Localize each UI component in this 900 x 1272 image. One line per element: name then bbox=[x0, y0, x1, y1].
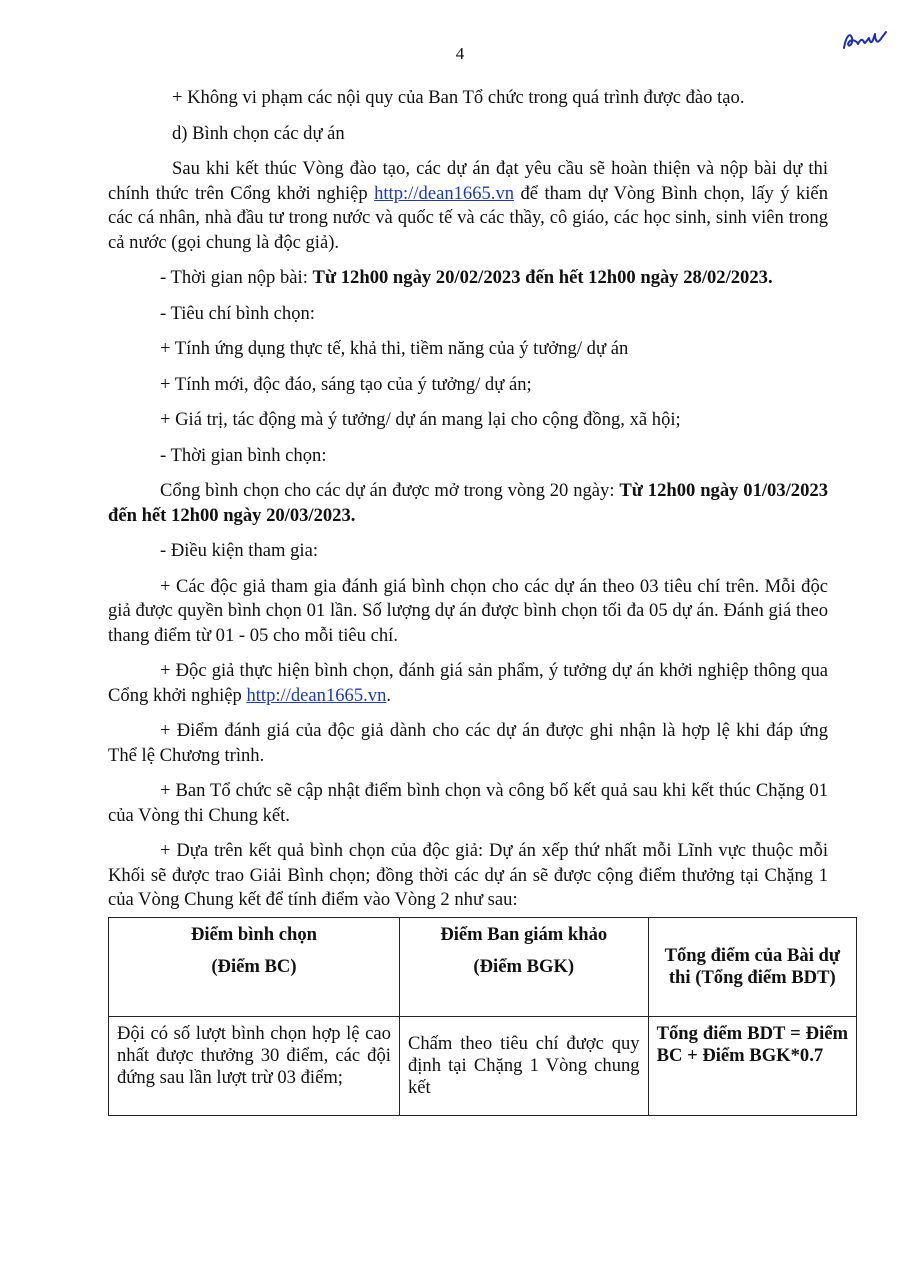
header-cell-bc: Điểm bình chọn (Điểm BC) bbox=[109, 917, 400, 1016]
paragraph-submission-time: - Thời gian nộp bài: Từ 12h00 ngày 20/02/2023 đến hết 12h00 ngày 28/02/2023. bbox=[160, 267, 773, 288]
paragraph-conditions-title: - Điều kiện tham gia: bbox=[160, 540, 319, 561]
page-number: 4 bbox=[455, 44, 465, 63]
paragraph-voting-time-title: - Thời gian bình chọn: bbox=[160, 444, 327, 466]
scoring-table bbox=[108, 917, 857, 1116]
portal-link[interactable]: http://dean1665.vn bbox=[246, 684, 387, 706]
condition-item: + Ban Tổ chức sẽ cập nhật điểm bình chọn và công bố kết quả sau khi kết thúc Chặng 01 của Vòng thi Chung kết. bbox=[108, 780, 828, 826]
header-cell-bgk: Điểm Ban giám khảo (Điểm BGK) bbox=[399, 917, 648, 1016]
table-header-row bbox=[109, 917, 857, 1016]
paragraph-voting-time: Cổng bình chọn cho các dự án được mở trong vòng 20 ngày: Từ 12h00 ngày 01/03/2023 đến hết 12h00 ngày 20/03/2023. bbox=[108, 480, 828, 526]
condition-item: + Điểm đánh giá của độc giả dành cho các dự án được ghi nhận là hợp lệ khi đáp ứng Thể lệ Chương trình. bbox=[108, 720, 828, 766]
condition-item: + Dựa trên kết quả bình chọn của độc giả: Dự án xếp thứ nhất mỗi Lĩnh vực thuộc mỗi Khối sẽ được trao Giải Bình chọn; đồng thời các dự án sẽ được cộng điểm thưởng tại Chặng 1 của Vòng Chung kết để tính điểm vào Vòng 2 như sau: bbox=[108, 840, 828, 910]
cell-bc-rule: Đội có số lượt bình chọn hợp lệ cao nhất được thưởng 30 điểm, các đội đứng sau lần lượt trừ 03 điểm; bbox=[109, 1016, 400, 1115]
cell-total-formula: Tổng điểm BDT = Điểm BC + Điểm BGK*0.7 bbox=[648, 1016, 856, 1115]
cell-bgk-rule: Chấm theo tiêu chí được quy định tại Chặng 1 Vòng chung kết bbox=[399, 1016, 648, 1115]
header-cell-total: Tổng điểm của Bài dự thi (Tổng điểm BDT) bbox=[648, 917, 856, 1016]
paragraph-submission: Sau khi kết thúc Vòng đào tạo, các dự án đạt yêu cầu sẽ hoàn thiện và nộp bài dự thi chính thức trên Cổng khởi nghiệp http://dean1665.vn để tham dự Vòng Bình chọn, lấy ý kiến các cá nhân, nhà đầu tư trong nước và quốc tế và các thầy, cô giáo, các học sinh, sinh viên trong cả nước (gọi chung là độc giả). bbox=[108, 158, 828, 253]
paragraph-rule: + Không vi phạm các nội quy của Ban Tổ chức trong quá trình được đào tạo. bbox=[172, 87, 745, 108]
paragraph-criteria-title: - Tiêu chí bình chọn: bbox=[160, 302, 315, 324]
criteria-item: + Tính ứng dụng thực tế, khả thi, tiềm năng của ý tưởng/ dự án bbox=[160, 338, 629, 359]
condition-item: + Các độc giả tham gia đánh giá bình chọn cho các dự án theo 03 tiêu chí trên. Mỗi độc giả được quyền bình chọn 01 lần. Số lượng dự án được bình chọn tối đa 05 dự án. Đánh giá theo thang điểm từ 01 - 05 cho mỗi tiêu chí. bbox=[108, 575, 828, 646]
portal-link[interactable]: http://dean1665.vn bbox=[374, 182, 515, 204]
section-heading-d: d) Bình chọn các dự án bbox=[172, 122, 345, 144]
condition-item: + Độc giả thực hiện bình chọn, đánh giá sản phẩm, ý tưởng dự án khởi nghiệp thông qua Cổng khởi nghiệp http://dean1665.vn. bbox=[108, 660, 828, 706]
document-body bbox=[108, 86, 848, 1116]
signature-mark bbox=[840, 28, 890, 54]
table-row bbox=[109, 1016, 857, 1115]
criteria-item: + Tính mới, độc đáo, sáng tạo của ý tưởng/ dự án; bbox=[160, 373, 532, 395]
criteria-item: + Giá trị, tác động mà ý tưởng/ dự án mang lại cho cộng đồng, xã hội; bbox=[160, 409, 681, 430]
